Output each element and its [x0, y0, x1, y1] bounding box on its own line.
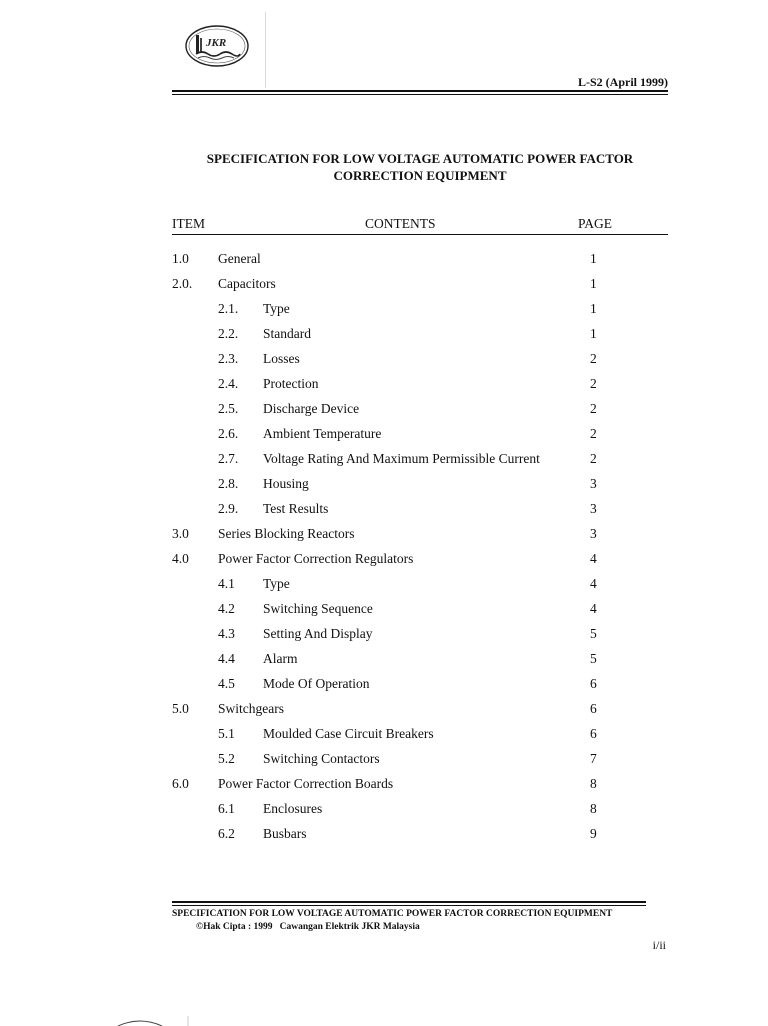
toc-entry-page: 3: [590, 476, 597, 491]
toc-entry-number: 5.0: [172, 701, 189, 716]
document-title-line-2: CORRECTION EQUIPMENT: [333, 168, 507, 183]
toc-entry: [172, 600, 668, 625]
toc-header-contents: CONTENTS: [365, 216, 436, 231]
toc-entry: [172, 700, 668, 725]
toc-entry: [172, 500, 668, 525]
toc-entry-page: 1: [590, 301, 597, 316]
toc-entry: [172, 825, 668, 850]
header-rule: [172, 90, 668, 95]
toc-header-item: ITEM: [172, 216, 205, 231]
toc-entry-label: Ambient Temperature: [263, 426, 382, 441]
toc-entry: [172, 400, 668, 425]
toc-entry-page: 1: [590, 326, 597, 341]
toc-entry-number: 4.5: [218, 676, 235, 691]
toc-entry-label: Switching Sequence: [263, 601, 373, 616]
document-title-line-1: SPECIFICATION FOR LOW VOLTAGE AUTOMATIC POWER FACTOR: [206, 151, 634, 166]
toc-entry-label: Housing: [263, 476, 309, 491]
toc-entry-label: Switching Contactors: [263, 751, 380, 766]
toc-entry-page: 6: [590, 676, 597, 691]
toc-header-page: PAGE: [578, 216, 613, 231]
toc-entry: [172, 550, 668, 575]
toc-entry-number: 1.0: [172, 251, 189, 266]
toc-entry: [172, 450, 668, 475]
toc-entry-number: 4.1: [218, 576, 235, 591]
toc-entry-label: General: [218, 251, 261, 266]
toc-entry-page: 2: [590, 351, 597, 366]
logo-text: JKR: [206, 37, 227, 49]
next-page-logo-fragment: [100, 1014, 190, 1026]
page-number: i/ii: [652, 938, 666, 952]
toc-entry-number: 4.0: [172, 551, 189, 566]
toc-entry-number: 2.3.: [218, 351, 239, 366]
toc-entry: [172, 475, 668, 500]
toc-entry-label: Protection: [263, 376, 319, 391]
toc-entry-number: 2.5.: [218, 401, 239, 416]
toc-entry: [172, 725, 668, 750]
footer-rule: [172, 901, 646, 906]
toc-entry-label: Enclosures: [263, 801, 323, 816]
jkr-logo: [184, 24, 250, 68]
toc-header: [172, 216, 668, 235]
toc-entry-page: 2: [590, 426, 597, 441]
toc-entry-page: 7: [590, 751, 597, 766]
toc-entry: [172, 625, 668, 650]
toc-entry-number: 6.0: [172, 776, 189, 791]
toc-entry-number: 2.1.: [218, 301, 239, 316]
toc-entry-number: 2.4.: [218, 376, 239, 391]
toc-entry-label: Alarm: [263, 651, 298, 666]
toc-entry: [172, 675, 668, 700]
toc-entry-page: 8: [590, 801, 597, 816]
toc-entry-number: 6.2: [218, 826, 235, 841]
jkr-logo-emblem: [184, 24, 250, 68]
toc-entry-label: Power Factor Correction Boards: [218, 776, 394, 791]
toc-entry-label: Test Results: [263, 501, 329, 516]
toc-entry-label: Series Blocking Reactors: [218, 526, 355, 541]
toc-entry-number: 4.2: [218, 601, 235, 616]
toc-entry: [172, 800, 668, 825]
toc-entry-page: 2: [590, 401, 597, 416]
toc-entry-page: 6: [590, 726, 597, 741]
toc-entry: [172, 275, 668, 300]
toc-entry: [172, 375, 668, 400]
toc-entry-page: 4: [590, 601, 597, 616]
toc-entry-label: Power Factor Correction Regulators: [218, 551, 414, 566]
footer-copyright: ©Hak Cipta : 1999 Cawangan Elektrik JKR Malaysia: [196, 922, 420, 932]
toc-entry-page: 6: [590, 701, 597, 716]
toc-entry-number: 5.2: [218, 751, 235, 766]
toc-entry-label: Mode Of Operation: [263, 676, 370, 691]
toc-entry: [172, 750, 668, 775]
toc-entry-page: 4: [590, 576, 597, 591]
toc-entry-number: 6.1: [218, 801, 235, 816]
toc-entry-label: Type: [263, 301, 290, 316]
toc-entry-number: 2.9.: [218, 501, 239, 516]
toc-entry-label: Busbars: [263, 826, 307, 841]
toc-entry-label: Discharge Device: [263, 401, 360, 416]
toc-entry: [172, 650, 668, 675]
document-reference: L-S2 (April 1999): [578, 75, 668, 89]
footer-title: SPECIFICATION FOR LOW VOLTAGE AUTOMATIC POWER FACTOR CORRECTION EQUIPMENT: [172, 909, 613, 919]
toc-entry: [172, 775, 668, 800]
toc-entry-page: 8: [590, 776, 597, 791]
toc-entry-number: 4.4: [218, 651, 235, 666]
toc-entry-number: 2.8.: [218, 476, 239, 491]
toc-entry: [172, 425, 668, 450]
toc-entry: [172, 325, 668, 350]
toc-entry-label: Type: [263, 576, 290, 591]
document-title: [172, 150, 668, 184]
toc-entry-page: 1: [590, 251, 597, 266]
toc-entry-label: Switchgears: [218, 701, 284, 716]
toc-entry-number: 2.6.: [218, 426, 239, 441]
toc-entry-page: 9: [590, 826, 597, 841]
toc-entry-page: 4: [590, 551, 597, 566]
toc-entry-number: 2.2.: [218, 326, 239, 341]
toc-entry-page: 3: [590, 501, 597, 516]
logo-divider: [265, 12, 266, 88]
toc-entry-label: Voltage Rating And Maximum Permissible Current: [263, 451, 540, 466]
toc-entry: [172, 350, 668, 375]
toc-entry: [172, 575, 668, 600]
toc-entry-label: Moulded Case Circuit Breakers: [263, 726, 434, 741]
toc-entry-page: 2: [590, 376, 597, 391]
toc-entry-number: 2.0.: [172, 276, 193, 291]
toc-entry-label: Losses: [263, 351, 300, 366]
toc-entry-page: 2: [590, 451, 597, 466]
toc-entry-page: 1: [590, 276, 597, 291]
toc-entry: [172, 525, 668, 550]
toc-entry-label: Capacitors: [218, 276, 276, 291]
toc-entry-label: Setting And Display: [263, 626, 373, 641]
toc-entry-number: 4.3: [218, 626, 235, 641]
toc-entry: [172, 300, 668, 325]
toc-entry-page: 5: [590, 651, 597, 666]
toc-entry-number: 2.7.: [218, 451, 239, 466]
toc-entry-page: 5: [590, 626, 597, 641]
table-of-contents: [172, 250, 668, 850]
toc-entry-number: 3.0: [172, 526, 189, 541]
toc-entry-number: 5.1: [218, 726, 235, 741]
toc-entry-label: Standard: [263, 326, 311, 341]
toc-entry: [172, 250, 668, 275]
toc-entry-page: 3: [590, 526, 597, 541]
